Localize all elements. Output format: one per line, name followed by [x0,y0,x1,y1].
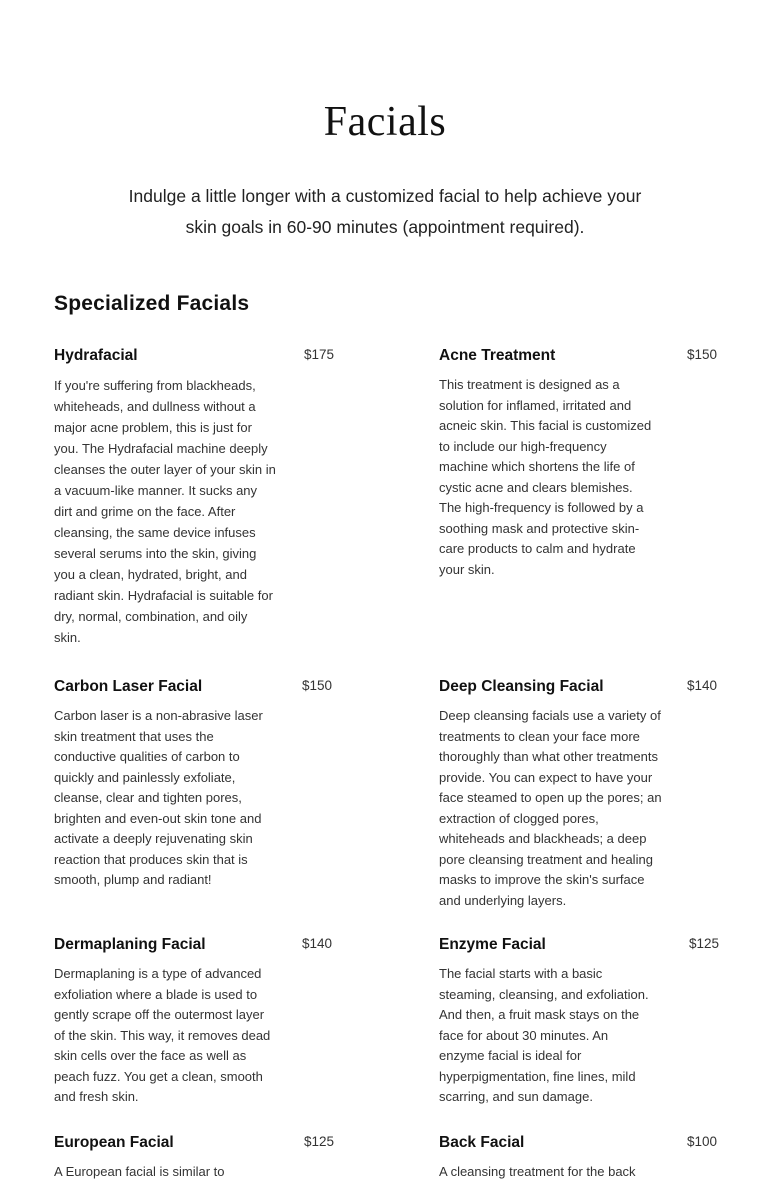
item-price: $125 [303,1134,334,1149]
item-description: Dermaplaning is a type of advanced exfoliation where a blade is used to gently scrape off the outermost layer of the skin. This way, it removes dead skin cells over the face as well as peach fuzz. You get a clean, smooth and fresh skin. [54,966,271,1104]
item-price: $100 [686,1134,717,1149]
item-description: The facial starts with a basic steaming, cleansing, and exfoliation. And then, a fruit mask stays on the face for about 30 minutes. An enzyme facial is ideal for hyperpigmentation, fine lines, mild scarring, and sun damage. [439,966,649,1104]
section-title: Specialized Facials [54,292,250,315]
page-intro: Indulge a little longer with a customized facial to help achieve your skin goals in 60-90 minutes (appointment required). [128,186,642,237]
item-price: $150 [686,347,717,362]
item-price: $140 [686,678,717,693]
item-description: A cleansing treatment for the back [439,1164,636,1179]
item-name: Dermaplaning Facial [54,936,206,953]
item-price: $140 [301,936,332,951]
item-name: Hydrafacial [54,347,138,364]
item-description: A European facial is similar to [54,1164,225,1179]
item-name: Acne Treatment [439,347,556,364]
item-description: Carbon laser is a non-abrasive laser skin treatment that uses the conductive qualities of carbon to quickly and painlessly exfoliate, cleanse, clear and tighten pores, brighten and even-out skin tone and activate a deeply rejuvenating skin reaction that produces skin that is smooth, plump and radiant! [54,708,263,887]
item-price: $125 [688,936,719,951]
item-name: Back Facial [439,1134,525,1151]
item-description: This treatment is designed as a solution for inflamed, irritated and acneic skin. This facial is customized to include our high-frequency machine which shortens the life of cystic acne and clears blemishes. The high-frequency is followed by a soothing mask and protective skin-care products to calm and hydrate your skin. [439,377,652,577]
item-name: European Facial [54,1134,174,1151]
item-name: Deep Cleansing Facial [439,678,604,695]
item-name: Enzyme Facial [439,936,546,953]
item-description: If you're suffering from blackheads, whiteheads, and dullness without a major acne problem, this is just for you. The Hydrafacial machine deeply cleanses the outer layer of your skin in a vacuum-like manner. It sucks any dirt and grime on the face. After cleansing, the same device infuses several serums into the skin, giving you a clean, hydrated, bright, and radiant skin. Hydrafacial is suitable for dry, normal, combination, and oily skin. [54,378,276,645]
item-price: $175 [303,347,334,362]
item-price: $150 [301,678,332,693]
page-title: Facials [323,99,447,145]
item-name: Carbon Laser Facial [54,678,203,695]
item-description: Deep cleansing facials use a variety of treatments to clean your face more thoroughly than what other treatments provide. You can expect to have your face steamed to open up the pores; an extraction of clogged pores, whiteheads and blackheads; a deep pore cleansing treatment and healing masks to improve the skin's surface and underlying layers. [439,708,662,908]
